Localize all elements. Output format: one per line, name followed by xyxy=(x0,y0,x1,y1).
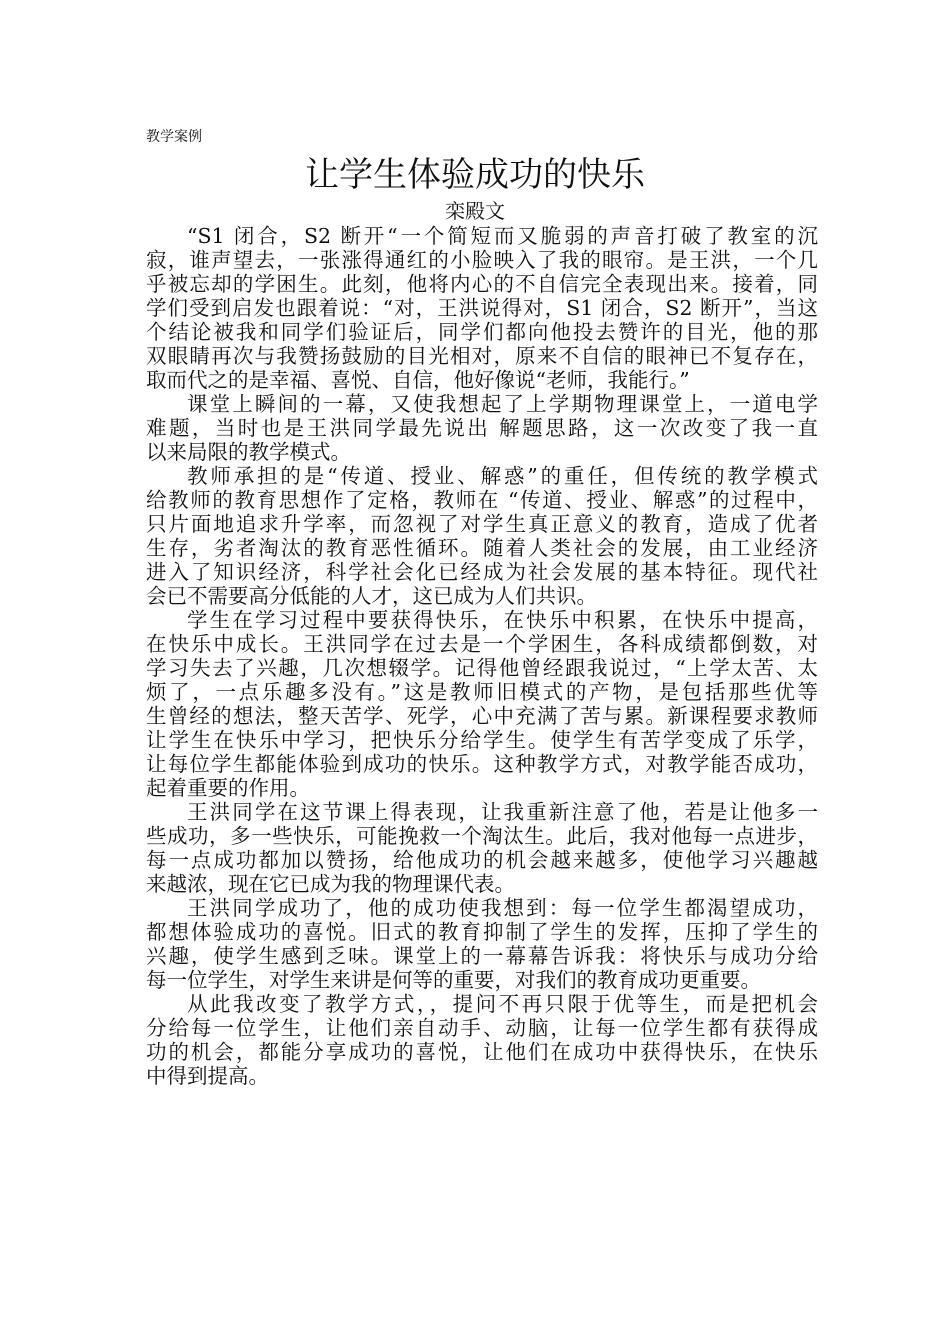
paragraph-line: 以来局限的教学模式。 xyxy=(146,440,351,464)
paragraph-line: 寂，谁声望去，一张涨得通红的小脸映入了我的眼帘。是王洪，一个几 xyxy=(146,248,818,272)
paragraph xyxy=(146,608,818,800)
paragraph xyxy=(146,800,818,896)
paragraph-line: 学生在学习过程中要获得快乐，在快乐中积累，在快乐中提高， xyxy=(187,608,818,632)
paragraph-line: 中得到提高。 xyxy=(146,1064,269,1088)
paragraph-line: 功的机会，都能分享成功的喜悦，让他们在成功中获得快乐，在快乐 xyxy=(146,1040,818,1064)
paragraph-line: 每一位学生，对学生来讲是何等的重要，对我们的教育成功更重要。 xyxy=(146,968,761,992)
paragraph xyxy=(146,896,818,992)
paragraph-line: 都想体验成功的喜悦。旧式的教育抑制了学生的发挥，压抑了学生的 xyxy=(146,920,818,944)
paragraph-line: 让每位学生都能体验到成功的快乐。这种教学方式，对教学能否成功， xyxy=(146,752,818,776)
document-title: 让学生体验成功的快乐 xyxy=(305,155,645,195)
paragraph-line: 学们受到启发也跟着说：“对，王洪说得对，S1 闭合，S2 断开”，当这 xyxy=(146,296,818,320)
paragraph-line: 王洪同学成功了，他的成功使我想到：每一位学生都渴望成功， xyxy=(187,896,818,920)
paragraph-line: 学习失去了兴趣，几次想辍学。记得他曾经跟我说过，“上学太苦、太 xyxy=(146,656,818,680)
paragraph-line: 只片面地追求升学率，而忽视了对学生真正意义的教育，造成了优者 xyxy=(146,512,818,536)
paragraph-line: 分给每一位学生，让他们亲自动手、动脑，让每一位学生都有获得成 xyxy=(146,1016,818,1040)
paragraph-line: 每一点成功都加以赞扬，给他成功的机会越来越多，使他学习兴趣越 xyxy=(146,848,818,872)
document-author: 栾殿文 xyxy=(445,199,505,223)
paragraph xyxy=(146,392,818,464)
paragraph-line: 生曾经的想法，整天苦学、死学，心中充满了苦与累。新课程要求教师 xyxy=(146,704,818,728)
paragraph xyxy=(146,992,818,1088)
paragraph-line: 进入了知识经济，科学社会化已经成为社会发展的基本特征。现代社 xyxy=(146,560,818,584)
paragraph-line: “S1 闭合，S2 断开“一个简短而又脆弱的声音打破了教室的沉 xyxy=(187,224,818,248)
paragraph-line: 起着重要的作用。 xyxy=(146,776,310,800)
paragraph xyxy=(146,224,818,392)
paragraph-line: 教师承担的是“传道、授业、解惑”的重任，但传统的教学模式 xyxy=(187,464,818,488)
document-body xyxy=(146,224,818,1088)
paragraph-line: 让学生在快乐中学习，把快乐分给学生。使学生有苦学变成了乐学， xyxy=(146,728,818,752)
document-category: 教学案例 xyxy=(146,129,202,145)
paragraph-line: 双眼睛再次与我赞扬鼓励的目光相对，原来不自信的眼神已不复存在， xyxy=(146,344,818,368)
paragraph-line: 在快乐中成长。王洪同学在过去是一个学困生，各科成绩都倒数，对 xyxy=(146,632,818,656)
paragraph-line: 生存，劣者淘汰的教育恶性循环。随着人类社会的发展，由工业经济 xyxy=(146,536,818,560)
paragraph-line: 乎被忘却的学困生。此刻，他将内心的不自信完全表现出来。接着，同 xyxy=(146,272,818,296)
paragraph-line: 课堂上瞬间的一幕，又使我想起了上学期物理课堂上，一道电学 xyxy=(187,392,818,416)
paragraph-line: 来越浓，现在它已成为我的物理课代表。 xyxy=(146,872,515,896)
paragraph-line: 些成功，多一些快乐，可能挽救一个淘汰生。此后，我对他每一点进步， xyxy=(146,824,818,848)
paragraph-line: 王洪同学在这节课上得表现，让我重新注意了他，若是让他多一 xyxy=(187,800,818,824)
paragraph-line: 从此我改变了教学方式，，提问不再只限于优等生，而是把机会 xyxy=(187,992,818,1016)
paragraph-line: 会已不需要高分低能的人才，这已成为人们共识。 xyxy=(146,584,597,608)
paragraph-line: 个结论被我和同学们验证后，同学们都向他投去赞许的目光，他的那 xyxy=(146,320,818,344)
paragraph-line: 兴趣，使学生感到乏味。课堂上的一幕幕告诉我：将快乐与成功分给 xyxy=(146,944,818,968)
paragraph xyxy=(146,464,818,608)
paragraph-line: 取而代之的是幸福、喜悦、自信，他好像说“老师，我能行。” xyxy=(146,368,690,392)
paragraph-line: 给教师的教育思想作了定格，教师在 “传道、授业、解惑”的过程中， xyxy=(146,488,818,512)
paragraph-line: 烦了，一点乐趣多没有。”这是教师旧模式的产物，是包括那些优等 xyxy=(146,680,818,704)
paragraph-line: 难题，当时也是王洪同学最先说出 解题思路，这一次改变了我一直 xyxy=(146,416,818,440)
